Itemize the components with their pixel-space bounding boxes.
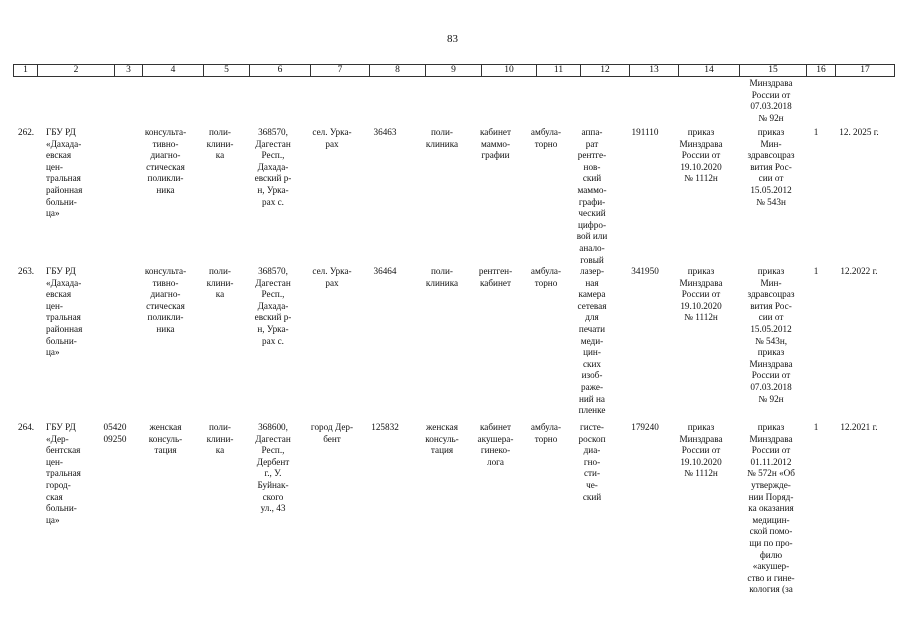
header-col-17: 17 (860, 65, 870, 75)
address: 368570, Дагестан Респ., Дахада- евский р- н, Урка- рах с. (254, 266, 292, 346)
order-ref: приказ Минздрава России от 19.10.2020 № 1112н (679, 422, 723, 479)
department: поли- клиника (425, 127, 459, 149)
subdivision: консульта- тивно- диагно- стическая поликли- ника (144, 266, 187, 334)
care-type: амбула- торно (530, 422, 562, 444)
header-col-1: 1 (14, 65, 38, 76)
subdivision-type: поли- клини- ка (206, 422, 234, 456)
code: 36463 (373, 127, 397, 137)
order-ref: приказ Минздрава России от 19.10.2020 № 1112н (679, 266, 723, 323)
equipment: аппа- рат рентге- нов- ский маммо- графи- ческий цифро- вой или анало- говый (576, 127, 608, 265)
quantity: 1 (813, 266, 819, 276)
subdivision-type: поли- клини- ка (206, 266, 234, 300)
row-number: 264. (18, 422, 35, 432)
header-col-14: 14 (679, 65, 740, 76)
deadline: 12.2021 г. (840, 422, 878, 432)
cabinet: кабинет акушера- гинеко- лога (477, 422, 514, 467)
header-col-9: 9 (426, 65, 482, 76)
subdivision-type: поли- клини- ка (206, 127, 234, 161)
standard-ref: приказ Мин- здравсоцраз вития Рос- сии от 15.05.2012 № 543н (747, 127, 795, 207)
locality: город Дер- бент (310, 422, 354, 444)
cabinet: кабинет маммо- графии (479, 127, 511, 161)
quantity: 1 (813, 127, 819, 137)
subdivision: женская консуль- тация (148, 422, 183, 456)
cabinet: рентген- кабинет (478, 266, 513, 288)
organization-name: ГБУ РД «Дахада- евская цен- тральная районная больни- ца» (46, 266, 83, 358)
header-col-8: 8 (370, 65, 426, 76)
equipment: лазер- ная камера сетевая для печати меди- цин- ских изоб- раже- ний на пленке (577, 266, 607, 416)
order-ref: приказ Минздрава России от 19.10.2020 № 1112н (679, 127, 723, 184)
department: женская консуль- тация (425, 422, 459, 456)
standard-ref: приказ Минздрава России от 01.11.2012 № 572н «Об утвержде- нии Поряд- ка оказания медицин- ской помо- щи по про- филю «акушер- ство и гине- кология (за (747, 422, 795, 595)
equipment: гисте- роскоп диа- гно- сти- че- ский (578, 422, 606, 502)
locality: сел. Урка- рах (312, 127, 352, 149)
header-col-15: 15 (740, 65, 807, 76)
row-number: 262. (18, 127, 35, 137)
deadline: 12.2022 г. (840, 266, 878, 276)
header-col-7: 7 (311, 65, 370, 76)
header-col-2: 2 (38, 65, 115, 76)
deadline: 12. 2025 г. (839, 127, 879, 137)
header-col-3: 3 (115, 65, 143, 76)
header-col-10: 10 (482, 65, 537, 76)
equipment-code: 341950 (631, 266, 659, 276)
address: 368600, Дагестан Респ., Дербент г., У. Буйнак- ского ул., 43 (255, 422, 291, 514)
organization-name: ГБУ РД «Дер- бентская цен- тральная город- ская больни- ца» (46, 422, 81, 525)
header-col-12: 12 (581, 65, 630, 76)
standard-ref: приказ Мин- здравсоцраз вития Рос- сии от 15.05.2012 № 543н, приказ Минздрава России от 07.03.2018 № 92н (747, 266, 795, 404)
header-col-16: 16 (807, 65, 836, 76)
row-number: 263. (18, 266, 35, 276)
header-col-11: 11 (537, 65, 581, 76)
care-type: амбула- торно (530, 266, 562, 288)
address: 368570, Дагестан Респ., Дахада- евский р- н, Урка- рах с. (254, 127, 292, 207)
header-col-6: 6 (250, 65, 311, 76)
header-col-5: 5 (204, 65, 250, 76)
code: 125832 (371, 422, 399, 432)
equipment-code: 179240 (631, 422, 659, 432)
equipment-code: 191110 (631, 127, 659, 137)
page-number: 83 (447, 33, 458, 45)
carry-over-col-15: Минздрава России от 07.03.2018 № 92н (749, 78, 793, 123)
quantity: 1 (813, 422, 819, 432)
header-col-4: 4 (143, 65, 204, 76)
subdivision: консульта- тивно- диагно- стическая поликли- ника (144, 127, 187, 195)
care-type: амбула- торно (530, 127, 562, 149)
header-col-13: 13 (630, 65, 679, 76)
org-code: 05420 09250 (103, 422, 127, 444)
department: поли- клиника (425, 266, 459, 288)
locality: сел. Урка- рах (312, 266, 352, 288)
code: 36464 (373, 266, 397, 276)
organization-name: ГБУ РД «Дахада- евская цен- тральная районная больни- ца» (46, 127, 83, 219)
table-header (13, 64, 895, 77)
